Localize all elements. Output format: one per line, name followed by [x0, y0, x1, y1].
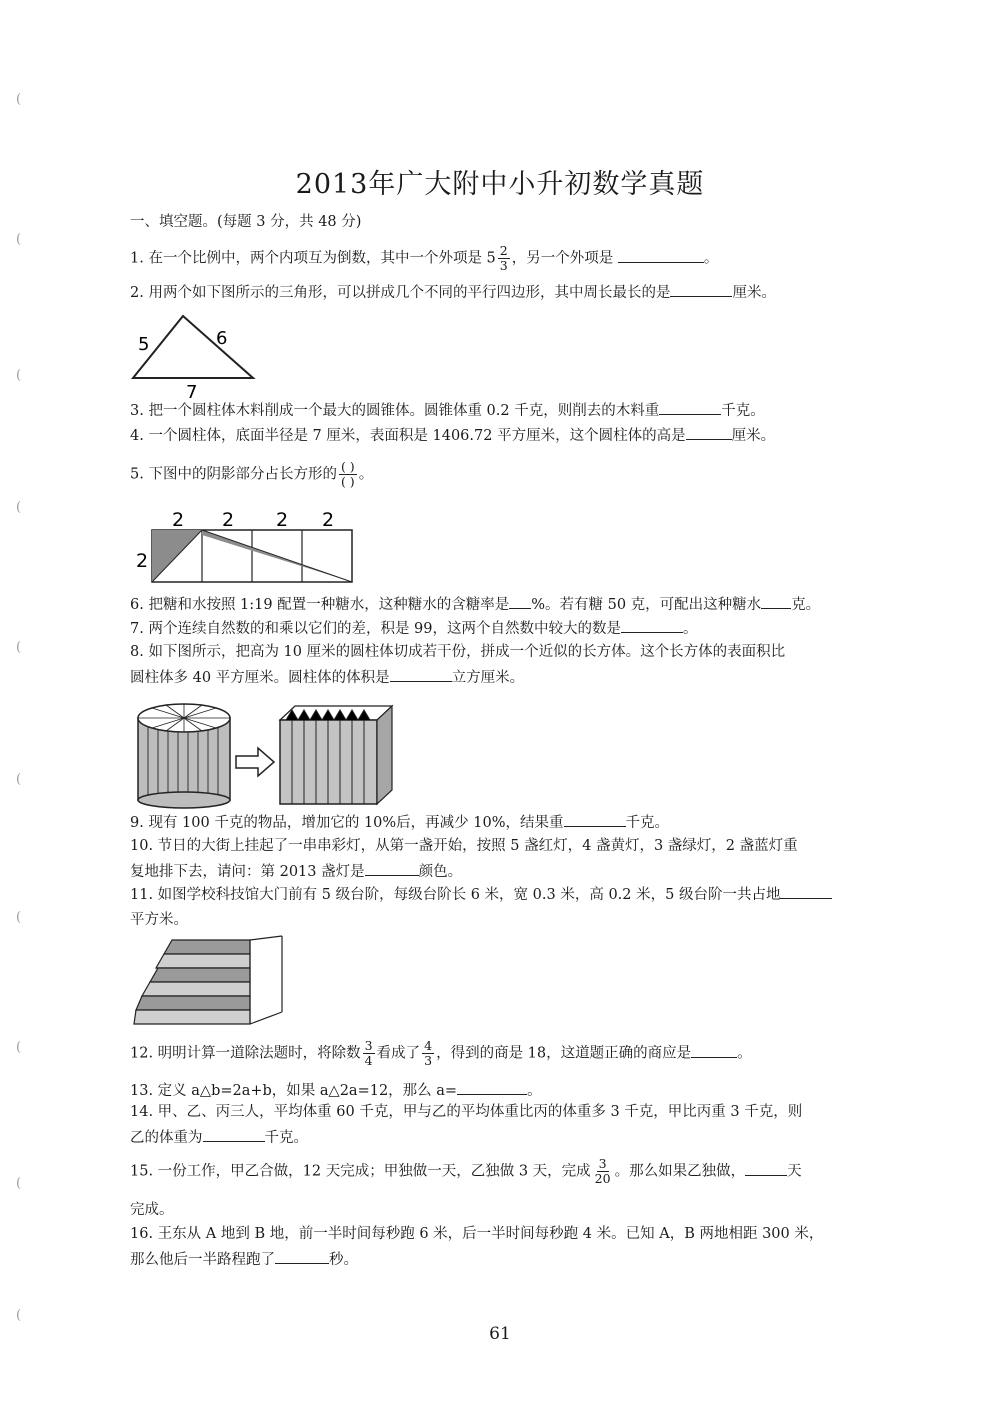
question-8: 8. 如下图所示，把高为 10 厘米的圆柱体切成若干份，拼成一个近似的长方体。这个长方体的表面积比 圆柱体多 40 平方厘米。圆柱体的体积是 立方厘米。 [130, 644, 786, 686]
answer-blank[interactable] [670, 282, 732, 297]
answer-blank[interactable] [780, 884, 832, 899]
question-11: 11. 如图学校科技馆大门前有 5 级台阶，每级台阶长 6 米，宽 0.3 米，高 0.2 米，5 级台阶一共占地 平方米。 [130, 884, 832, 930]
question-text: 5. 下图中的阴影部分占长方形的 [130, 466, 337, 483]
length-label: 2 [322, 509, 335, 531]
rectangle-figure [130, 505, 360, 587]
margin-mark: ( [16, 1040, 22, 1055]
margin-mark: ( [16, 772, 22, 787]
length-label: 2 [136, 550, 149, 572]
question-text: 1. 在一个比例中，两个内项互为倒数，其中一个外项是 5 [130, 250, 496, 267]
question-text: 16. 王东从 A 地到 B 地，前一半时间每秒跑 6 米，后一半时间每秒跑 4 米。已知 A，B 两地相距 300 米， [130, 1226, 824, 1242]
length-label: 2 [276, 509, 289, 531]
answer-blank[interactable] [390, 667, 452, 682]
answer-blank[interactable] [203, 1127, 265, 1142]
fraction: $\frac{2}{3}$ [499, 243, 508, 273]
question-text: 2. 用两个如下图所示的三角形，可以拼成几个不同的平行四边形，其中周长最长的是 [130, 285, 671, 301]
question-text: 6. 把糖和水按照 1:19 配置一种糖水，这种糖水的含糖率是 [130, 597, 510, 613]
question-text: 8. 如下图所示，把高为 10 厘米的圆柱体切成若干份，拼成一个近似的长方体。这个长方体的表面积比 [130, 644, 786, 660]
fraction-blank[interactable]: $\frac{( )}{( )}$ [340, 459, 355, 489]
question-text: 12. 明明计算一道除法题时，将除数 [130, 1045, 361, 1062]
question-3: 3. 把一个圆柱体木料削成一个最大的圆锥体。圆锥体重 0.2 千克，则削去的木料重 千克。 [130, 400, 765, 421]
length-label: 2 [222, 509, 235, 531]
question-text: 7. 两个连续自然数的和乘以它们的差，积是 99，这两个自然数中较大的数是 [130, 621, 622, 637]
question-12: 12. 明明计算一道除法题时，将除数 $\frac{3}{4}$ 看成了 $\frac{4}{3}$ ，得到的商是 18，这道题正确的商应是 。 [130, 1038, 752, 1068]
answer-blank[interactable] [761, 594, 791, 609]
question-4: 4. 一个圆柱体，底面半径是 7 厘米，表面积是 1406.72 平方厘米，这个圆柱体的高是 厘米。 [130, 425, 775, 446]
margin-mark: ( [16, 500, 22, 515]
margin-mark: ( [16, 92, 22, 107]
question-2: 2. 用两个如下图所示的三角形，可以拼成几个不同的平行四边形，其中周长最长的是 厘米。 [130, 282, 776, 303]
question-text: 4. 一个圆柱体，底面半径是 7 厘米，表面积是 1406.72 平方厘米，这个圆柱体的高是 [130, 428, 686, 444]
question-text: 9. 现有 100 千克的物品，增加它的 10%后，再减少 10%，结果重 [130, 815, 564, 831]
question-15: 15. 一份工作，甲乙合做，12 天完成；甲独做一天，乙独做 3 天，完成 $\frac{3}{20}$ 。那么如果乙独做， 天 [130, 1156, 802, 1186]
page-title: 2013年广大附中小升初数学真题 [295, 169, 705, 200]
question-text: 13. 定义 a△b=2a+b，如果 a△2a=12，那么 a= [130, 1083, 458, 1099]
question-text: 11. 如图学校科技馆大门前有 5 级台阶，每级台阶长 6 米，宽 0.3 米，高 0.2 米，5 级台阶一共占地 [130, 887, 781, 903]
triangle-figure [128, 308, 263, 400]
margin-mark: ( [16, 1308, 22, 1323]
answer-blank[interactable] [365, 861, 419, 876]
answer-blank[interactable] [691, 1043, 737, 1058]
margin-mark: ( [16, 368, 22, 383]
question-6: 6. 把糖和水按照 1:19 配置一种糖水，这种糖水的含糖率是 %。若有糖 50 克，可配出这种糖水 克。 [130, 594, 820, 615]
length-label: 2 [172, 509, 185, 531]
answer-blank[interactable] [621, 618, 683, 633]
question-7: 7. 两个连续自然数的和乘以它们的差，积是 99，这两个自然数中较大的数是 。 [130, 618, 698, 639]
side-label: 7 [186, 382, 198, 400]
margin-mark: ( [16, 640, 22, 655]
question-15-continued: 完成。 [130, 1202, 174, 1218]
section-heading: 一、填空题。(每题 3 分，共 48 分) [130, 214, 362, 230]
side-label: 6 [216, 328, 228, 349]
question-14: 14. 甲、乙、丙三人，平均体重 60 千克，甲与乙的平均体重比丙的体重多 3 千克，甲比丙重 3 千克，则 乙的体重为 千克。 [130, 1104, 803, 1146]
question-text: 14. 甲、乙、丙三人，平均体重 60 千克，甲与乙的平均体重比丙的体重多 3 千克，甲比丙重 3 千克，则 [130, 1104, 803, 1120]
question-text: 10. 节日的大街上挂起了一串串彩灯，从第一盏开始，按照 5 盏红灯，4 盏黄灯，3 盏绿灯，2 盏蓝灯重 [130, 838, 798, 854]
margin-mark: ( [16, 910, 22, 925]
margin-mark: ( [16, 232, 22, 247]
question-5: 5. 下图中的阴影部分占长方形的 $\frac{( )}{( )}$ 。 [130, 459, 374, 489]
question-1: 1. 在一个比例中，两个内项互为倒数，其中一个外项是 5 $\frac{2}{3}$ ，另一个外项是 。 [130, 243, 719, 273]
answer-blank[interactable] [659, 400, 721, 415]
answer-blank[interactable] [457, 1080, 527, 1095]
question-9: 9. 现有 100 千克的物品，增加它的 10%后，再减少 10%，结果重 千克。 [130, 812, 669, 833]
answer-blank[interactable] [745, 1161, 787, 1176]
question-text: 3. 把一个圆柱体木料削成一个最大的圆锥体。圆锥体重 0.2 千克，则削去的木料重 [130, 403, 660, 419]
cylinder-to-cuboid-figure [130, 698, 395, 813]
side-label: 5 [138, 334, 150, 355]
question-text: 15. 一份工作，甲乙合做，12 天完成；甲独做一天，乙独做 3 天，完成 [130, 1163, 591, 1180]
answer-blank[interactable] [275, 1249, 329, 1264]
question-13: 13. 定义 a△b=2a+b，如果 a△2a=12，那么 a= 。 [130, 1080, 542, 1101]
fraction: $\frac{4}{3}$ [424, 1038, 433, 1068]
page-number: 61 [489, 1324, 511, 1344]
answer-blank[interactable] [618, 248, 704, 263]
stairs-figure [130, 934, 290, 1029]
fraction: $\frac{3}{4}$ [364, 1038, 373, 1068]
fraction: $\frac{3}{20}$ [594, 1156, 611, 1186]
margin-mark: ( [16, 1176, 22, 1191]
question-10: 10. 节日的大街上挂起了一串串彩灯，从第一盏开始，按照 5 盏红灯，4 盏黄灯，3 盏绿灯，2 盏蓝灯重 复地排下去，请问：第 2013 盏灯是 颜色。 [130, 838, 798, 880]
answer-blank[interactable] [509, 594, 531, 609]
answer-blank[interactable] [686, 425, 732, 440]
question-16: 16. 王东从 A 地到 B 地，前一半时间每秒跑 6 米，后一半时间每秒跑 4 米。已知 A，B 两地相距 300 米， 那么他后一半路程跑了 秒。 [130, 1226, 824, 1268]
answer-blank[interactable] [564, 812, 626, 827]
question-text: ，另一个外项是 [511, 250, 614, 267]
